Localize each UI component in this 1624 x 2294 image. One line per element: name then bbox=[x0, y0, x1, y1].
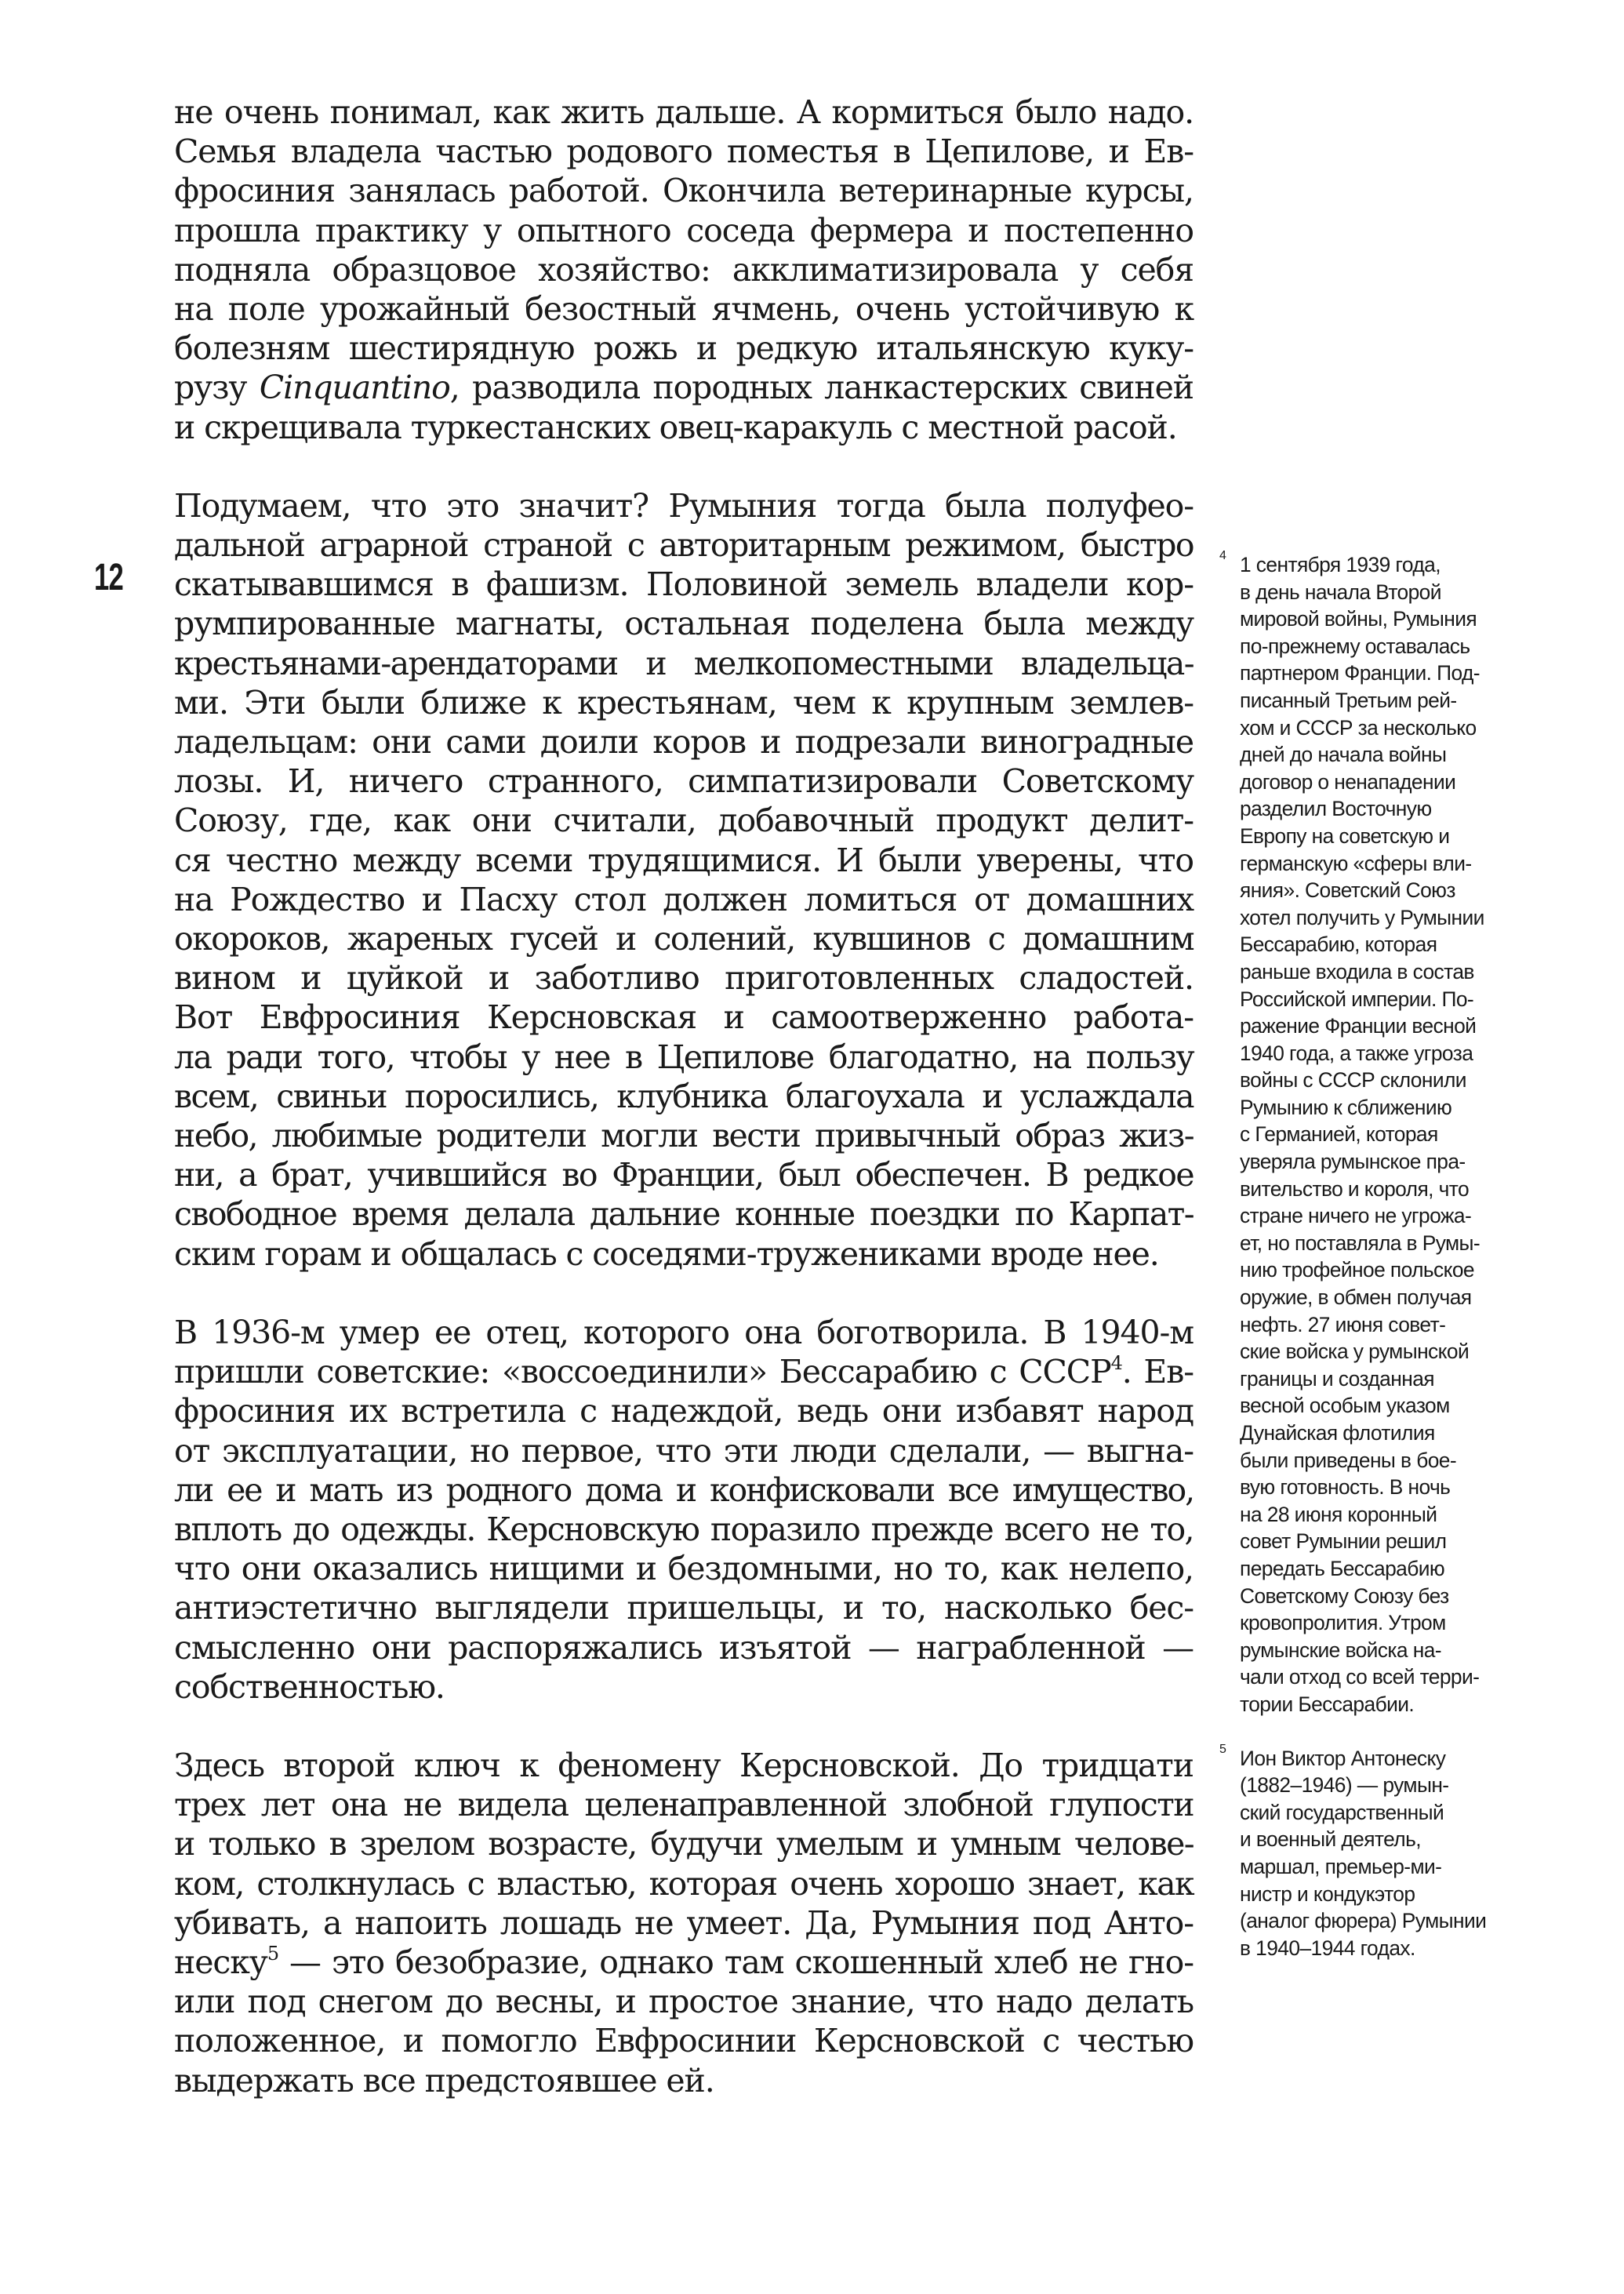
footnote-line: нистр и кондукэтор bbox=[1240, 1881, 1415, 1906]
paragraph-4 bbox=[174, 1746, 1193, 2100]
text-line: убивать, а напоить лошадь не умеет. Да, Румыния под Анто- bbox=[174, 1903, 1193, 1942]
text-line: скатывавшимся в фашизм. Половиной земель владели кор- bbox=[174, 565, 1193, 604]
text-fragment: неску bbox=[174, 1943, 267, 1981]
text-line: ладельцам: они сами доили коров и подрезали виноградные bbox=[174, 723, 1193, 762]
footnote-line: хом и СССР за несколько bbox=[1240, 715, 1477, 740]
text-line: вином и цуйкой и заботливо приготовленных сладостей. bbox=[174, 959, 1193, 998]
footnote-line: на 28 июня коронный bbox=[1240, 1502, 1437, 1526]
footnote-line: Дунайская флотилия bbox=[1240, 1421, 1435, 1445]
footnote-line: германскую «сферы вли- bbox=[1240, 851, 1472, 875]
footnote-line: границы и созданная bbox=[1240, 1366, 1434, 1391]
footnote-ref-4[interactable]: 4 bbox=[1110, 1352, 1122, 1375]
footnote-line: стране ничего не угрожа- bbox=[1240, 1204, 1472, 1228]
footnote-line: ские войска у румынской bbox=[1240, 1340, 1470, 1364]
footnote-ref-5[interactable]: 5 bbox=[267, 1943, 278, 1965]
text-line bbox=[174, 1943, 1193, 1982]
footnote-line: ет, но поставляла в Румы- bbox=[1240, 1231, 1480, 1255]
text-fragment: рузу bbox=[174, 369, 260, 407]
footnotes-column bbox=[1219, 551, 1549, 1988]
text-line: выдержать все предстоявшее ей. bbox=[174, 2061, 714, 2100]
main-text-column bbox=[174, 93, 1193, 2139]
footnote-line: Российской империи. По- bbox=[1240, 987, 1474, 1011]
text-line: свободное время делала дальние конные поездки по Карпат- bbox=[174, 1195, 1193, 1234]
text-line: фросиния занялась работой. Окончила ветеринарные курсы, bbox=[174, 172, 1193, 210]
footnote-line: яния». Советский Союз bbox=[1240, 878, 1455, 903]
paragraph-1 bbox=[174, 93, 1193, 447]
text-line: и скрещивала туркестанских овец-каракуль с местной расой. bbox=[174, 408, 1177, 446]
footnote-marker: 5 bbox=[1219, 1742, 1226, 1756]
footnote-line: вительство и короля, что bbox=[1240, 1176, 1470, 1201]
text-line: положенное, и помогло Евфросинии Керсновской с честью bbox=[174, 2022, 1193, 2060]
text-line bbox=[174, 368, 1193, 407]
text-line: на Рождество и Пасху стол должен ломиться от домашних bbox=[174, 880, 1193, 918]
paragraph-3 bbox=[174, 1313, 1193, 1707]
footnote-line: ский государственный bbox=[1240, 1800, 1444, 1824]
footnote-line: 1 сентября 1939 года, bbox=[1240, 553, 1441, 576]
footnote-line: чали отход со всей терри- bbox=[1240, 1665, 1480, 1689]
text-line: Вот Евфросиния Керсновская и самоотверженно работа- bbox=[174, 998, 1193, 1037]
page-number: 12 bbox=[94, 557, 124, 598]
text-line: ни, а брат, учившийся во Франции, был обеспечен. В редкое bbox=[174, 1156, 1193, 1194]
text-line bbox=[174, 1352, 1193, 1391]
text-line: лозы. И, ничего странного, симпатизировали Советскому bbox=[174, 762, 1193, 801]
footnote-line: кровопролития. Утром bbox=[1240, 1611, 1446, 1635]
text-line: Союзу, где, как они считали, добавочный продукт делит- bbox=[174, 802, 1193, 840]
text-line: ми. Эти были ближе к крестьянам, чем к крупным землев- bbox=[174, 683, 1193, 722]
text-fragment: — это безобразие, однако там скошенный хлеб не гно- bbox=[278, 1943, 1193, 1981]
footnote-line: с Германией, которая bbox=[1240, 1122, 1438, 1147]
footnote-line: тории Бессарабии. bbox=[1240, 1692, 1415, 1716]
footnote-line: по-прежнему оставалась bbox=[1240, 634, 1470, 658]
text-line: и только в зрелом возрасте, будучи умелым и умным челове- bbox=[174, 1825, 1193, 1863]
text-line: Здесь второй ключ к феномену Керсновской. До тридцати bbox=[174, 1746, 1193, 1784]
text-line: В 1936-м умер ее отец, которого она боготворила. В 1940-м bbox=[174, 1313, 1193, 1351]
footnote-line: договор о ненападении bbox=[1240, 769, 1456, 794]
text-line: ским горам и общалась с соседями-тружениками вроде нее. bbox=[174, 1234, 1159, 1273]
text-line: небо, любимые родители могли вести привычный образ жиз- bbox=[174, 1117, 1193, 1155]
footnote-line: нию трофейное польское bbox=[1240, 1258, 1475, 1282]
footnote-line: (1882–1946) — румын- bbox=[1240, 1773, 1449, 1798]
footnote-line: партнером Франции. Под- bbox=[1240, 661, 1480, 685]
footnote-5 bbox=[1219, 1742, 1549, 1962]
footnote-line: и военный деятель, bbox=[1240, 1827, 1421, 1852]
footnote-text bbox=[1240, 551, 1549, 1718]
footnote-line: совет Румынии решил bbox=[1240, 1529, 1447, 1554]
text-line: болезням шестирядную рожь и редкую итальянскую куку- bbox=[174, 329, 1193, 368]
footnote-line: раньше входила в состав bbox=[1240, 959, 1474, 983]
footnote-line: румынские войска на- bbox=[1240, 1638, 1441, 1662]
text-line: Подумаем, что это значит? Румыния тогда была полуфео- bbox=[174, 486, 1193, 525]
italic-term: Cinquantino bbox=[259, 369, 450, 407]
text-line: ли ее и мать из родного дома и конфисковали все имущество, bbox=[174, 1471, 1193, 1509]
text-line: смысленно они распоряжались изъятой — награбленной — bbox=[174, 1628, 1193, 1667]
text-line: крестьянами-арендаторами и мелкопоместными владельца- bbox=[174, 644, 1193, 682]
footnote-line: мировой войны, Румыния bbox=[1240, 607, 1477, 631]
footnote-line: в день начала Второй bbox=[1240, 580, 1441, 604]
footnote-line: нефть. 27 июня совет- bbox=[1240, 1312, 1446, 1336]
text-line: дальной аграрной страной с авторитарным режимом, быстро bbox=[174, 526, 1193, 565]
text-line: на поле урожайный безостный ячмень, очень устойчивую к bbox=[174, 290, 1193, 329]
footnote-line: маршал, премьер-ми- bbox=[1240, 1854, 1442, 1878]
footnote-line: весной особым указом bbox=[1240, 1394, 1450, 1418]
text-line: фросиния их встретила с надеждой, ведь они избавят народ bbox=[174, 1392, 1193, 1431]
footnote-line: Румынию к сближению bbox=[1240, 1095, 1452, 1119]
footnote-line: уверяла румынское пра- bbox=[1240, 1150, 1466, 1174]
text-line: всем, свиньи поросились, клубника благоухала и услаждала bbox=[174, 1077, 1193, 1115]
footnote-line: Ион Виктор Антонеску bbox=[1240, 1746, 1446, 1770]
text-line: подняла образцовое хозяйство: акклиматизировала у себя bbox=[174, 250, 1193, 289]
text-line: румпированные магнаты, остальная поделена была между bbox=[174, 605, 1193, 643]
footnote-line: в 1940–1944 годах. bbox=[1240, 1936, 1415, 1960]
footnote-line: писанный Третьим рей- bbox=[1240, 688, 1457, 712]
text-line: ся честно между всеми трудящимися. И были уверены, что bbox=[174, 841, 1193, 879]
text-line: что они оказались нищими и бездомными, но то, как нелепо, bbox=[174, 1550, 1193, 1588]
text-line: от эксплуатации, но первое, что эти люди сделали, — выгна- bbox=[174, 1431, 1193, 1470]
footnote-line: были приведены в бое- bbox=[1240, 1448, 1457, 1472]
text-line: антиэстетично выглядели пришельцы, и то, насколько бес- bbox=[174, 1589, 1193, 1627]
text-line: ком, столкнулась с властью, которая очень хорошо знает, как bbox=[174, 1864, 1193, 1903]
text-line: собственностью. bbox=[174, 1667, 445, 1706]
footnote-line: разделил Восточную bbox=[1240, 797, 1432, 821]
text-line: Семья владела частью родового поместья в Цепилове, и Ев- bbox=[174, 133, 1193, 171]
footnote-line: 1940 года, а также угроза bbox=[1240, 1041, 1473, 1065]
footnote-line: передать Бессарабию bbox=[1240, 1556, 1445, 1580]
footnote-4 bbox=[1219, 551, 1549, 1718]
footnote-line: Бессарабию, которая bbox=[1240, 933, 1437, 957]
text-line: окороков, жареных гусей и солений, кувшинов с домашним bbox=[174, 920, 1193, 958]
text-line: вплоть до одежды. Керсновскую поразило прежде всего не то, bbox=[174, 1510, 1193, 1548]
footnote-line: хотел получить у Румынии bbox=[1240, 905, 1484, 929]
text-line: ла ради того, чтобы у нее в Цепилове благодатно, на пользу bbox=[174, 1038, 1193, 1076]
footnote-marker: 4 bbox=[1219, 549, 1226, 562]
text-line: трех лет она не видела целенаправленной злобной глупости bbox=[174, 1786, 1193, 1824]
paragraph-2 bbox=[174, 486, 1193, 1274]
footnote-line: (аналог фюрера) Румынии bbox=[1240, 1909, 1487, 1933]
footnote-line: вую готовность. В ночь bbox=[1240, 1475, 1451, 1500]
footnote-text bbox=[1240, 1745, 1549, 1962]
text-fragment: , разводила породных ланкастерских свиней bbox=[449, 369, 1193, 407]
footnote-line: дней до начала войны bbox=[1240, 743, 1447, 767]
text-line: прошла практику у опытного соседа фермера и постепенно bbox=[174, 211, 1193, 249]
footnote-line: оружие, в обмен получая bbox=[1240, 1285, 1472, 1310]
footnote-line: Советскому Союзу без bbox=[1240, 1583, 1449, 1608]
text-line: или под снегом до весны, и простое знание, что надо делать bbox=[174, 1983, 1193, 2021]
footnote-line: войны с СССР склонили bbox=[1240, 1068, 1466, 1092]
text-fragment: пришли советские: «воссоединили» Бессарабию с СССР bbox=[174, 1353, 1111, 1391]
text-fragment: . Ев- bbox=[1121, 1353, 1193, 1391]
footnote-line: ражение Франции весной bbox=[1240, 1014, 1477, 1038]
text-line: не очень понимал, как жить дальше. А кормиться было надо. bbox=[174, 93, 1193, 131]
footnote-line: Европу на советскую и bbox=[1240, 823, 1450, 848]
